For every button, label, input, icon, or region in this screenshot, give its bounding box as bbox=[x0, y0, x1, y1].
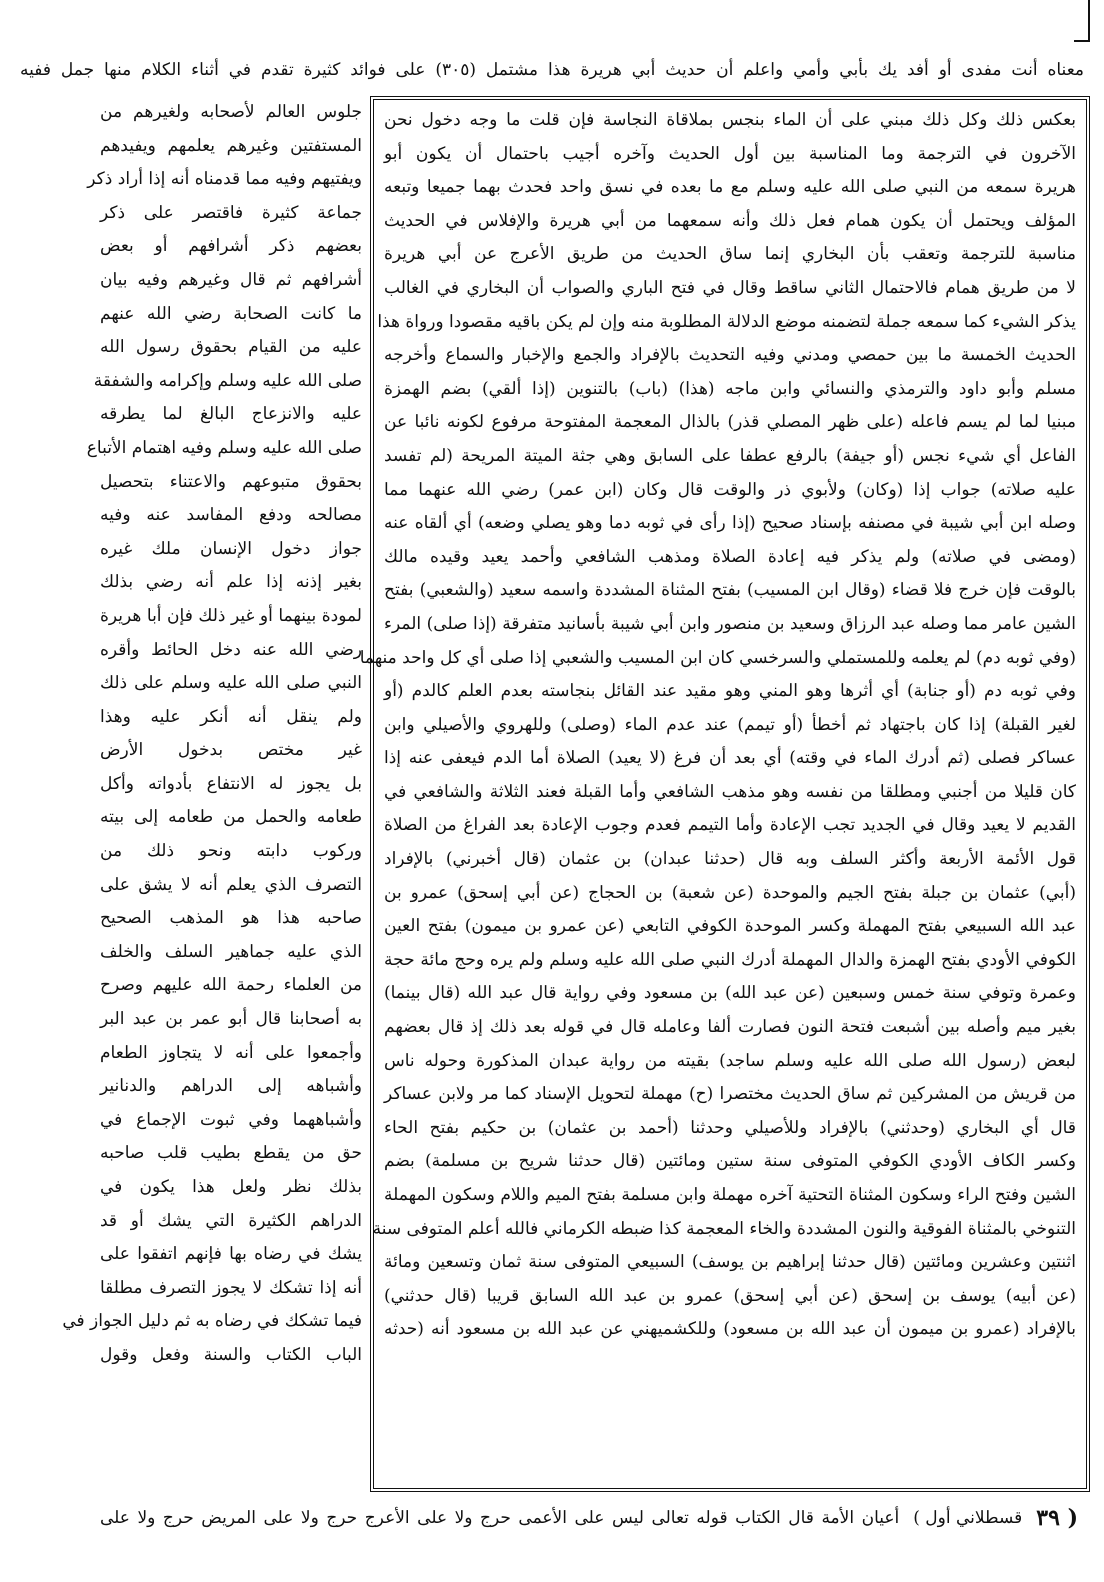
margin-text-line: لمودة بينهما أو غير ذلك فإن أبا هريرة bbox=[100, 605, 362, 626]
margin-text-line: ما كانت الصحابة رضي الله عنهم bbox=[100, 303, 362, 324]
main-text-line: قال أي البخاري (وحدثني) بالإفراد وللأصيلي وحدثنا (أحمد بن عثمان) بن حكيم بفتح الحاء bbox=[384, 1117, 1076, 1138]
margin-text-line: أنه إذا تشكك لا يجوز التصرف مطلقا bbox=[100, 1277, 362, 1298]
margin-text-line: فيما تشكك في رضاه به ثم دليل الجواز في bbox=[62, 1311, 362, 1332]
margin-text-line: جماعة كثيرة فاقتصر على ذكر bbox=[100, 202, 362, 223]
margin-text-line: مصالحه ودفع المفاسد عنه وفيه bbox=[100, 505, 362, 526]
page-header: معناه أنت مفدى أو أفد يك بأبي وأمي واعلم أن حديث أبي هريرة هذا مشتمل (٣٠٥) على فوائد كثيرة تقدم في أثناء الكلام منها جمل ففيه bbox=[20, 60, 1084, 80]
main-text-line: (وفي ثوبه دم) لم يعلمه وللمستملي والسرخسي كان ابن المسيب والشعبي إذا صلى أي كل واحد منهما bbox=[359, 647, 1076, 668]
page-number: ( ٣٩ bbox=[1036, 1505, 1078, 1531]
main-text-line: اثنتين وعشرين ومائتين (قال حدثنا إبراهيم بن يوسف) السبيعي المتوفى سنة ثمان وتسعين ومائة bbox=[384, 1252, 1076, 1273]
margin-text-line: غير مختص بدخول الأرض bbox=[100, 740, 362, 761]
main-text-line: قول الأئمة الأربعة وأكثر السلف وبه قال (حدثنا عبدان) بن عثمان (قال أخبرني) بالإفراد bbox=[384, 849, 1076, 870]
main-text-line: من قريش من المشركين ثم ساق الحديث مختصرا (ح) مهملة لتحويل الإسناد كما مر ولابن عساكر bbox=[384, 1084, 1076, 1105]
main-text-line: بالإفراد (عمرو بن ميمون أن عبد الله بن مسعود) وللكشميهني عن عبد الله بن مسعود أنه (حدثه bbox=[384, 1319, 1076, 1340]
margin-text-line: بحقوق متبوعهم والاعتناء بتحصيل bbox=[100, 471, 362, 492]
main-text-line: (ومضى في صلاته) ولم يذكر فيه إعادة الصلاة ومذهب الشافعي وأحمد يعيد وقيده مالك bbox=[384, 546, 1076, 567]
main-text-line: كان قليلا من أجنبي ومطلقا من نفسه وهو مذهب الشافعي وأما القبلة فعند الثلاثة والشافعي في bbox=[384, 781, 1076, 802]
margin-text-line: وأشباههما وفي ثبوت الإجماع في bbox=[100, 1109, 362, 1130]
main-text-line: لبعض (رسول الله صلى الله عليه وسلم ساجد) بقيته من رواية عبدان المذكورة وحوله ناس bbox=[384, 1050, 1076, 1071]
margin-text-line: حق من يقطع بطيب قلب صاحبه bbox=[100, 1143, 362, 1164]
main-text-line: بغير ميم وأصله بين أشبعت فتحة النون فصارت ألفا وعامله قال في قوله بعد ذلك إذ قال بعضهم bbox=[384, 1017, 1076, 1038]
main-text-line: عليه صلاته) جواب إذا (وكان) ولأبوي ذر والوقت قال وكان (ابن عمر) رضي الله عنهما مما bbox=[384, 479, 1076, 500]
main-text-line: لا من طريق همام فالاحتمال الثاني ساقط وقال في فتح الباري والصواب أن البخاري في الغالب bbox=[384, 277, 1076, 298]
main-text-line: وكسر الكاف الأودي الكوفي المتوفى سنة ستين ومائتين (قال حدثنا شريح بن مسلمة) بضم bbox=[384, 1151, 1076, 1172]
main-text-line: هريرة سمعه من النبي صلى الله عليه وسلم مع ما بعده في نسق واحد فحدث بهما جميعا وتبعه bbox=[384, 177, 1076, 198]
main-text-line: (عن أبيه) يوسف بن إسحق (عن أبي إسحق) عمرو بن عبد الله السابق قريبا (قال حدثني) bbox=[384, 1285, 1076, 1306]
main-text-block bbox=[359, 96, 1090, 1492]
margin-text-line: وأشباهه إلى الدراهم والدنانير bbox=[100, 1076, 362, 1097]
page-footer bbox=[100, 1498, 1084, 1538]
main-text-line: وعمرة وتوفي سنة خمس وسبعين (عن عبد الله) بن مسعود وفي رواية قال عبد الله (قال بينما) bbox=[384, 983, 1076, 1004]
margin-text-line: الدراهم الكثيرة التي يشك أو قد bbox=[100, 1210, 362, 1231]
margin-text-line: عليه من القيام بحقوق رسول الله bbox=[100, 337, 362, 358]
margin-text-line: وأجمعوا على أنه لا يتجاوز الطعام bbox=[100, 1042, 362, 1063]
margin-text-line: صلى الله عليه وسلم وإكرامه والشفقة bbox=[93, 370, 362, 391]
margin-text-line: جواز دخول الإنسان ملك غيره bbox=[100, 538, 362, 559]
main-text-line: القديم لا يعيد وقال في الجديد تجب الإعادة وأما التيمم فعدم وجوب الإعادة بعد الفراغ من الصلاة bbox=[384, 815, 1076, 836]
main-text-line: بالوقت فإن خرج فلا قضاء (وقال ابن المسيب) بفتح المثناة المشددة واسمه سعيد (والشعبي) بفتح bbox=[384, 580, 1076, 601]
footer-text: أعيان الأمة قال الكتاب قوله تعالى ليس على الأعمى حرج ولا على الأعرج حرج ولا على المريض حرج ولا على bbox=[100, 1508, 900, 1528]
main-text-line: عبد الله السبيعي بفتح المهملة وكسر الموحدة الكوفي التابعي (عن عمرو بن ميمون) بفتح العين bbox=[384, 916, 1076, 937]
margin-text-line: من العلماء رحمة الله عليهم وصرح bbox=[100, 975, 362, 996]
main-text-line: مناسبة للترجمة وتعقب بأن البخاري إنما ساق الحديث من طريق الأعرج عن أبي هريرة bbox=[384, 244, 1076, 265]
corner-mark bbox=[1074, 0, 1090, 42]
main-text-line: يذكر الشيء كما سمعه جملة لتضمنه موضع الدلالة المطلوبة منه وإن لم يكن باقيه مقصودا ورواة هذا bbox=[377, 311, 1076, 332]
margin-text-line: يشك في رضاه بها فإنهم اتفقوا على bbox=[100, 1244, 362, 1265]
main-text-line: وصله ابن أبي شيبة في مصنفه بإسناد صحيح (إذا رأى في ثوبه دما وهو يصلي وضعه) أي ألقاه عنه bbox=[384, 513, 1076, 534]
main-text-line: بعكس ذلك وكل ذلك مبني على أن الماء بنجس بملاقاة النجاسة فإن قلت ما وجه دخول نحن bbox=[384, 110, 1076, 130]
main-text-line: الفاعل أي شيء نجس (أو جيفة) بالرفع عطفا على السابق وهي جثة الميتة المريحة (لم تفسد bbox=[384, 445, 1076, 466]
margin-text-line: صلى الله عليه وسلم وفيه اهتمام الأتباع bbox=[86, 437, 362, 458]
margin-text-line: أشرافهم ثم قال وغيرهم وفيه بيان bbox=[100, 269, 362, 290]
main-text-line: الحديث الخمسة ما بين حمصي ومدني وفيه التحديث بالإفراد والجمع والإخبار والسماع وأخرجه bbox=[384, 345, 1076, 366]
margin-text-line: رضي الله عنه دخل الحائط وأقره bbox=[100, 639, 362, 660]
margin-text-line: بل يجوز له الانتفاع بأدواته وأكل bbox=[100, 773, 362, 794]
margin-text-line: التصرف الذي يعلم أنه لا يشق على bbox=[100, 874, 362, 895]
margin-text-line: بغير إذنه إذا علم أنه رضي بذلك bbox=[100, 572, 362, 593]
main-text-line: الكوفي الأودي بفتح الهمزة والدال المهملة أدرك النبي صلى الله عليه وسلم ولم يره وحج مائة حجة bbox=[384, 949, 1076, 970]
margin-text-line: المستفتين وغيرهم يعلمهم ويفيدهم bbox=[100, 135, 362, 156]
margin-text-line: وركوب دابته ونحو ذلك من bbox=[100, 841, 362, 862]
main-text-line: مسلم وأبو داود والترمذي والنسائي وابن ماجه (هذا) (باب) بالتنوين (إذا ألقي) بضم الهمزة bbox=[384, 378, 1076, 399]
main-text-line: المؤلف ويحتمل أن يكون همام فعل ذلك وأنه سمعهما من أبي هريرة والإفلاس في الحديث bbox=[384, 210, 1076, 231]
margin-text-line: بذلك نظر ولعل هذا يكون في bbox=[100, 1177, 362, 1197]
margin-text-line: النبي صلى الله عليه وسلم على ذلك bbox=[100, 673, 362, 694]
margin-text-line: طعامه والحمل من طعامه إلى بيته bbox=[100, 807, 362, 828]
margin-text-line: ويفتيهم وفيه مما قدمناه أنه إذا أراد ذكر bbox=[87, 169, 362, 190]
margin-text-line: عليه والانزعاج البالغ لما يطرقه bbox=[100, 404, 362, 425]
margin-text-line: ولم ينقل أنه أنكر عليه وهذا bbox=[100, 706, 362, 727]
margin-text-line: الذي عليه جماهير السلف والخلف bbox=[100, 941, 362, 962]
footer-title: قسطلاني أول ) bbox=[913, 1508, 1023, 1528]
main-text-line: عساكر فصلى (ثم أدرك الماء في وقته) أي بعد أن فرغ (لا يعيد) الصلاة أما الدم فيعفى عنه إذا bbox=[384, 748, 1076, 769]
margin-text-line: الباب الكتاب والسنة وفعل وقول bbox=[100, 1344, 362, 1365]
main-text-line: الآخرون في الترجمة وما المناسبة بين أول الحديث وآخره أجيب باحتمال أن يكون أبو bbox=[384, 143, 1076, 164]
margin-commentary bbox=[62, 96, 362, 1492]
main-text-line: التنوخي بالمثناة الفوقية والنون المشددة والخاء المعجمة كذا ضبطه الكرماني فالله أعلم المتوفى سنة bbox=[372, 1218, 1076, 1239]
main-text-line: لغير القبلة) إذا كان باجتهاد ثم أخطأ (أو تيمم) عند عدم الماء (وصلى) وللهروي والأصيلي وابن bbox=[384, 714, 1076, 735]
margin-text-line: به أصحابنا قال أبو عمر بن عبد البر bbox=[100, 1009, 362, 1030]
main-text-line: وفي ثوبه دم (أو جنابة) أي أثرها وهو المني وهو مقيد عند القائل بنجاسته بعدم العلم كالدم (أو bbox=[384, 681, 1076, 702]
main-text-line: الشين عامر مما وصله عبد الرزاق وسعيد بن منصور وابن أبي شيبة بأسانيد متفرقة (إذا صلى) المرء bbox=[384, 613, 1076, 634]
margin-text-line: جلوس العالم لأصحابه ولغيرهم من bbox=[100, 102, 362, 122]
main-text-line: مبنيا لما لم يسم فاعله (على ظهر المصلي قذر) بالذال المعجمة المفتوحة مرفوع لكونه نائبا عن bbox=[384, 412, 1076, 433]
main-text-line: (أبي) عثمان بن جبلة بفتح الجيم والموحدة (عن شعبة) بن الحجاج (عن أبي إسحق) عمرو بن bbox=[384, 882, 1076, 903]
main-text-line: الشين وفتح الراء وسكون المثناة التحتية آخره مهملة وابن مسلمة بفتح الميم واللام وسكون المهملة bbox=[384, 1185, 1076, 1205]
margin-text-line: صاحبه هذا هو المذهب الصحيح bbox=[100, 908, 362, 929]
margin-text-line: بعضهم ذكر أشرافهم أو بعض bbox=[100, 236, 362, 257]
